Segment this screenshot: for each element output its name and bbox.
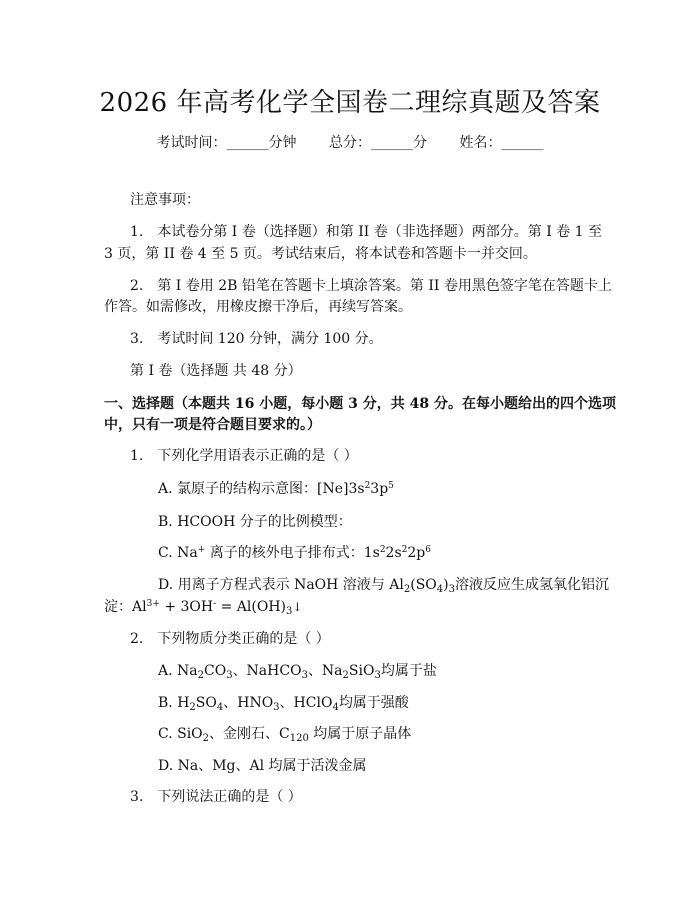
- q2-a-m4: SiO: [348, 663, 375, 679]
- q2-stem: 2. 下列物质分类正确的是（ ）: [130, 631, 330, 647]
- q1-option-b: B. HCOOH 分子的比例模型：: [158, 514, 352, 530]
- q1-option-d-line-2: [104, 597, 302, 617]
- q1-d-sup1: 3+: [146, 599, 160, 609]
- q2-a-s2: 3: [226, 670, 233, 681]
- q2-a-post: 均属于盐: [380, 663, 437, 679]
- q1-option-c: [158, 543, 431, 563]
- q1-d-mid3: + 3OH: [159, 599, 214, 615]
- page-title: 2026 年高考化学全国卷二理综真题及答案: [99, 88, 601, 118]
- q2-a-m1: CO: [203, 663, 227, 679]
- q1-c-mid3: 2p: [407, 545, 426, 561]
- q2-c-m1: 、金刚石、C: [209, 726, 290, 742]
- section1-line-1: 一、选择题（本题共 16 小题，每小题 3 分，共 48 分。在每小题给出的四个选项: [104, 396, 616, 412]
- exam-info: [0, 132, 700, 152]
- q2-option-c: [158, 724, 411, 744]
- q1-option-a: [158, 479, 394, 499]
- q1-d-sub4: 3: [286, 606, 293, 617]
- q1-a-mid: 3p: [370, 481, 389, 497]
- q1-d-sub2: 4: [436, 584, 444, 595]
- q1-d-mid: (SO: [410, 577, 437, 593]
- q2-c-pre: C. SiO: [158, 726, 203, 742]
- q2-b-m2: 、HNO: [223, 695, 274, 711]
- q1-a-sup1: 2: [364, 481, 371, 491]
- q1-option-d-line-1: [158, 575, 609, 595]
- q1-stem: 1. 下列化学用语表示正确的是（ ）: [130, 448, 358, 464]
- notice-item-2-line-1: 2. 第 I 卷用 2B 铅笔在答题卡上填涂答案。第 II 卷用黑色签字笔在答题卡上: [130, 278, 612, 294]
- q2-b-s1: 2: [189, 702, 196, 713]
- q1-c-mid: 离子的核外电子排布式：1s: [205, 545, 380, 561]
- q1-c-text: C. Na: [158, 545, 198, 561]
- q2-b-m3: 、HClO: [279, 695, 333, 711]
- q2-a-s5: 3: [374, 670, 381, 681]
- q2-c-s1: 2: [202, 733, 210, 744]
- q2-c-s2: 120: [289, 733, 309, 744]
- q2-b-m1: SO: [195, 695, 217, 711]
- q2-b-post: 均属于强酸: [338, 695, 409, 711]
- q1-d-sup2: -: [213, 599, 217, 609]
- q1-d-post: 溶液反应生成氢氧化铝沉: [454, 577, 609, 593]
- precipitate-arrow-icon: ↓: [292, 600, 303, 614]
- q2-option-a: [158, 661, 437, 681]
- q1-c-sup3: 6: [425, 545, 431, 555]
- part1-heading: 第 I 卷（选择题 共 48 分）: [130, 363, 302, 379]
- q1-a-text: A. 氯原子的结构示意图：[Ne]3s: [158, 481, 365, 497]
- q2-option-d: D. Na、Mg、Al 均属于活泼金属: [158, 758, 367, 774]
- q1-d-line2-pre: 淀：Al: [104, 599, 147, 615]
- q1-d-sub3: 3: [448, 584, 455, 595]
- exam-time: 考试时间：______分钟: [156, 135, 297, 151]
- q2-a-s3: 3: [301, 670, 308, 681]
- q2-b-s2: 4: [216, 702, 224, 713]
- q2-b-s3: 3: [273, 702, 280, 713]
- q2-c-post: 均属于原子晶体: [308, 726, 412, 742]
- q2-a-pre: A. Na: [158, 663, 198, 679]
- q2-b-s4: 4: [332, 702, 339, 713]
- q1-a-sup2: 5: [388, 481, 394, 491]
- q1-d-pre: D. 用离子方程式表示 NaOH 溶液与 Al: [158, 577, 404, 593]
- q2-option-b: [158, 693, 409, 713]
- q2-b-pre: B. H: [158, 695, 190, 711]
- total-score: 总分：______分: [329, 135, 427, 151]
- q1-c-sup: +: [197, 545, 206, 555]
- notice-item-1-line-1: 1. 本试卷分第 I 卷（选择题）和第 II 卷（非选择题）两部分。第 I 卷 1 至: [130, 224, 602, 240]
- q2-a-s1: 2: [197, 670, 204, 681]
- student-name: 姓名：______: [459, 135, 544, 151]
- q2-a-m2: 、NaHCO: [232, 663, 302, 679]
- notice-heading: 注意事项：: [130, 192, 200, 208]
- q2-a-m3: 、Na: [307, 663, 343, 679]
- q1-d-mid2: ): [443, 577, 449, 593]
- section1-line-2: 中，只有一项是符合题目要求的。）: [104, 417, 321, 433]
- q1-c-mid2: 2s: [385, 545, 402, 561]
- q3-stem: 3. 下列说法正确的是（ ）: [130, 789, 302, 805]
- notice-item-2-line-2: 作答。如需修改，用橡皮擦干净后，再续写答案。: [104, 299, 412, 315]
- q1-d-mid4: = Al(OH): [216, 599, 286, 615]
- notice-item-1-line-2: 3 页，第 II 卷 4 至 5 页。考试结束后，将本试卷和答题卡一并交回。: [104, 246, 537, 262]
- q2-a-s4: 2: [342, 670, 349, 681]
- q1-c-sup1: 2: [379, 545, 386, 555]
- notice-item-3: 3. 考试时间 120 分钟，满分 100 分。: [130, 331, 383, 347]
- q1-c-sup2: 2: [401, 545, 408, 555]
- q1-d-sub1: 2: [403, 584, 411, 595]
